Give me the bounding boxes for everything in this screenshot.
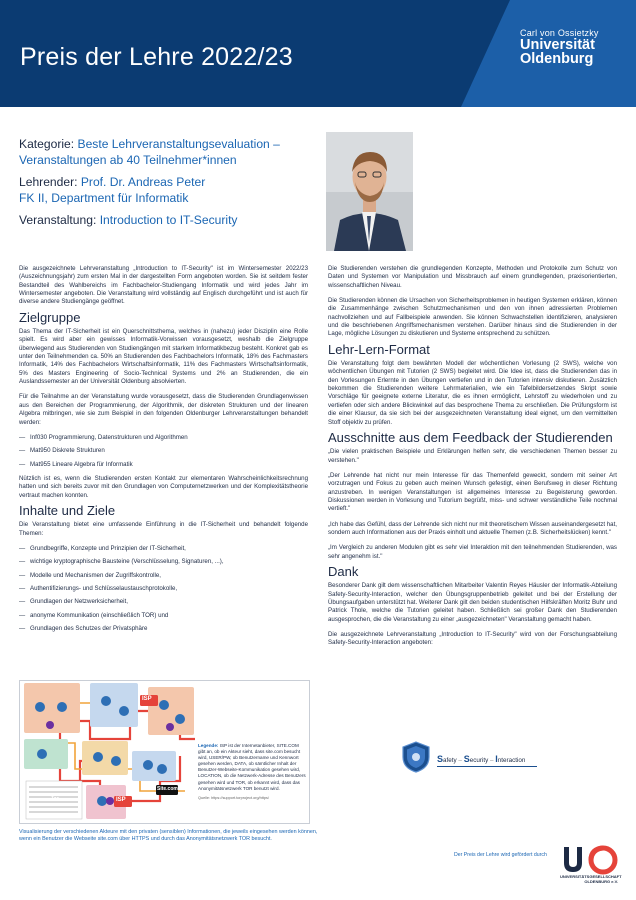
diagram-legend — [198, 743, 306, 801]
zielgruppe-paragraph-3: Nützlich ist es, wenn die Studierenden ersten Kontakt zur elementaren Wahrscheinlichkeitsrechnung hatten und sich bereits zuvor mit den Grundlagen von Computernetzwerken und der Komplexitätstheorie vertraut machen konnten. — [19, 474, 308, 499]
category-block — [19, 137, 319, 168]
ssi-logo — [399, 738, 539, 778]
thanks-paragraph-1: Besonderer Dank gilt dem wissenschaftlichen Mitarbeiter Valentin Reyes Häusler der Informatik-Abteilung Safety-Security-Interaction, welcher den Übungsgruppenbetrieb geleitet und bei der Erstellung der Übungsaufgaben unterstützt hat. Weiterer Dank gilt den beiden studentischen Hilfskräften Moritz Buhr und Patrick Thole, welche die Tutorien geleitet haben. Schließlich sei großer Dank den Studierenden ausgesprochen, die die Veranstaltung zu einer „ausgezeichneten" Veranstaltung gemacht haben. — [328, 582, 617, 623]
university-logo — [520, 28, 616, 66]
heading-inhalte: Inhalte und Ziele — [19, 502, 116, 518]
category-value: Beste Lehrveranstaltungsevaluation – Veranstaltungen ab 40 Teilnehmer*innen — [19, 137, 280, 167]
category-label: Kategorie: — [19, 137, 78, 151]
department-value: FK II, Department für Informatik — [19, 190, 189, 205]
list-item: — Mat950 Diskrete Strukturen — [19, 447, 308, 455]
feedback-quote-1: „Die vielen praktischen Beispiele und Erklärungen helfen sehr, die verschiedenen Themen besser zu verstehen." — [328, 448, 617, 464]
zielgruppe-paragraph-2: Für die Teilnahme an der Veranstaltung wurde vorausgesetzt, dass die Studierenden Grundlagenwissen aus den Bereichen der Programmierung, der Algorithmik, der diskreten Strukturen und der linearen Algebra mitbringen, wie sie zum Beispiel in den folgenden Oldenburger Lehrveranstaltungen behandelt werden: — [19, 393, 308, 426]
tor-https-diagram — [19, 680, 310, 824]
heading-zielgruppe: Zielgruppe — [19, 309, 81, 325]
goals-paragraph-1: Die Studierenden verstehen die grundlegenden Konzepte, Methoden und Protokolle zum Schutz von Daten und Systemen vor Manipulation und Missbrauch auf einem grundlegenden, praxisorientierten, wissenschaftlichen Niveau. — [328, 265, 617, 289]
list-item: — Modelle und Mechanismen der Zugriffskontrolle, — [19, 572, 308, 580]
legend-title: Legende: — [198, 743, 219, 748]
goals-paragraph-2: Die Studierenden können die Ursachen von Sicherheitsproblemen in heutigen Systemen erklären, können die Zusammenhänge zwischen Schutzmechanismen und den von ihnen adressierten Problemen nachvollziehen und auf Fallbeispiele anwenden. Sie können Schwachstellen identifizieren, analysieren und die beschriebenen Angriffsmechanismen verstehen. Darüber hinaus sind die Studierenden in der Lage, mögliche Lösungen zu diskutieren und Systeme entsprechend zu schützen. — [328, 297, 617, 338]
list-item: — wichtige kryptographische Bausteine (Verschlüsselung, Signaturen, ...), — [19, 558, 308, 566]
sponsor-note: Der Preis der Lehre wird gefördert durch — [454, 852, 547, 858]
ssi-letter-s: S — [437, 754, 444, 764]
legend-text: ISP ist der Internetanbieter, SITE.COM gibt an, ob ein Akteur sieht, dass site.com besucht wird, USER/PW, ob Benutzername und Kennwort gesehen werden, DATA, ob sämtlicher Inhalt der Benutzer-Webseite-Kommunikation gesehen wird, LOCATION, ob die Netzwerk-Adresse des Benutzers gesehen wird und TOR, ob erkannt wird, dass das Anonymitätsnetzwerk TOR benutzt wird. — [198, 743, 306, 791]
logo-line-1: Carl von Ossietzky — [520, 28, 599, 38]
list-item: — Authentifizierungs- und Schlüsselaustauschprotokolle, — [19, 585, 308, 593]
lecturer-block — [19, 175, 319, 206]
uol-sponsor-logo — [560, 845, 622, 891]
course-block — [19, 213, 319, 229]
course-label: Veranstaltung: — [19, 213, 100, 227]
intro-paragraph: Die ausgezeichnete Lehrveranstaltung „Introduction to IT-Security" ist im Wintersemester 2022/23 (Auszeichnungsjahr) zum ersten Mal in der dargestellten Form angeboten worden. Sie ist seitdem fester Bestandteil des Wahlbereichs im Fachbachelor-Studiengang Informatik und wird jedes Jahr im Wintersemester angeboten. Die Veranstaltung wird vollständig auf Englisch durchgeführt und ist auch für diverse andere Studiengänge geöffnet. — [19, 265, 308, 306]
ssi-letter-s2: S — [463, 754, 470, 764]
tor-label: Tor — [51, 796, 59, 802]
list-item: — anonyme Kommunikation (einschließlich TOR) und — [19, 612, 308, 620]
logo-line-3: Oldenburg — [520, 51, 594, 67]
feedback-quote-2: „Der Lehrende hat nicht nur mein Interesse für das Themenfeld geweckt, sondern mit seiner Art vorzutragen und Fokus zu geben auch meinen Wunsch gefestigt, einen Berufsweg in dieser Richtung anzustreben. In wenigen Veranstaltungen ist allgemeines Interesse zu Begeisterung geworden. Diskussionen werden in Vorlesung und Tutorium begrüßt, miss- und schwer verständliche Teile nochmal vertieft." — [328, 471, 617, 513]
list-item: — Grundlagen des Schutzes der Privatsphäre — [19, 625, 308, 633]
thanks-paragraph-2: Die ausgezeichnete Lehrveranstaltung „Introduction to IT-Security" wird von der Forschungsabteilung Safety-Security-Interaction angeboten: — [328, 631, 617, 647]
left-column — [19, 265, 308, 639]
right-column — [328, 265, 617, 655]
feedback-quote-3: „Ich habe das Gefühl, dass der Lehrende sich nicht nur mit theoretischem Wissen auseinandergesetzt hat, sondern auch Informationen aus der Praxis einholt und aktuelle Themen (z.B. Sicherheitslücken) kennt." — [328, 520, 617, 536]
course-value: Introduction to IT-Security — [99, 213, 238, 227]
feedback-quote-4: „Im Vergleich zu anderen Modulen gibt es sehr viel Interaktion mit den teilnehmenden Studierenden, was sehr angenehm ist." — [328, 544, 617, 560]
heading-lehr-lern-format: Lehr-Lern-Format — [328, 341, 430, 357]
lecturer-label: Lehrender: — [19, 175, 81, 189]
legend-source: Quelle: https://support.torproject.org/https/ — [198, 795, 269, 800]
ssi-letter-i: I — [495, 754, 498, 764]
module-list — [19, 434, 308, 469]
ssi-word-security: ecurity — [469, 757, 489, 764]
list-item: — Grundbegriffe, Konzepte und Prinzipien der IT-Sicherheit, — [19, 545, 308, 553]
ssi-wordmark: Safety – Security – Interaction — [437, 754, 526, 764]
isp-label-bottom: ISP — [116, 797, 126, 803]
list-item: — Grundlagen der Netzwerksicherheit, — [19, 598, 308, 606]
list-item: — Mat955 Lineare Algebra für Informatik — [19, 461, 308, 469]
diagram-caption: Visualisierung der verschiedenen Akteure mit den privaten (sensiblen) Informationen, die jeweils eingesehen werden können, wenn ein Benutzer die Webseite site.com über HTTPS und durch das Anonymitätsnetzwerk TOR besucht. — [19, 829, 318, 842]
page-header — [0, 0, 636, 107]
isp-label-top: ISP — [142, 696, 152, 702]
topic-list — [19, 545, 308, 633]
heading-dank: Dank — [328, 563, 359, 579]
list-item: — Inf030 Programmierung, Datenstrukturen und Algorithmen — [19, 434, 308, 442]
logo-line-2: Universität — [520, 37, 595, 53]
ssi-word-interaction: nteraction — [497, 757, 526, 764]
zielgruppe-paragraph-1: Das Thema der IT-Sicherheit ist ein Querschnittsthema, welches in (nahezu) jeder Disziplin eine Rolle spielt. Es wird aber ein gewisses Informatik-Vorwissen vorausgesetzt, weshalb die Zielgruppe überwiegend aus Studierenden von Studiengängen mit starkem Informatikbezug besteht. Konkret gab es unter den Teilnehmenden ca. 50% an Studierenden des Fachbachelors Informatik, 18% des Fachmasters Informatik, 14% des Fachbachelors Wirtschaftsinformatik, 11% des Fachmasters Wirtschaftsinformatik, 5% des Masters Engineering of Socio-Technical Systems und 2% an Studierenden, die ein Auslandssemester an der Universität Oldenburg absolvierten. — [19, 328, 308, 386]
lecturer-photo — [326, 132, 413, 251]
award-meta — [19, 137, 319, 236]
page-title: Preis der Lehre 2022/23 — [20, 43, 293, 71]
heading-feedback: Ausschnitte aus dem Feedback der Studierenden — [328, 429, 613, 445]
lecturer-value: Prof. Dr. Andreas Peter — [80, 175, 206, 189]
inhalte-paragraph: Die Veranstaltung bietet eine umfassende Einführung in die IT-Sicherheit und behandelt folgende Themen: — [19, 521, 308, 537]
uol-sponsor-text: UNIVERSITÄTSGESELLSCHAFT OLDENBURG e.V. — [560, 874, 622, 884]
ssi-word-safety: afety — [443, 757, 457, 764]
format-paragraph: Die Veranstaltung folgt dem bewährten Modell der wöchentlichen Vorlesung (2 SWS), welche von wöchentlichen Übungen mit Tutorien (2 SWS) begleitet wird. Die Idee ist, dass die Studierenden das in den Vorlesungen Erlernte in den Übungen vertiefen und in den Tutorien intensiv diskutieren. Zusätzlich bekommen die Studierenden weitere Lehrmaterialien, wie ein Tafelbildersetzendes Skript sowie Vorschläge für geeignete externe Literatur, die es ihnen ermöglicht, Lehrstoff zu wiederholen und zu vertiefen oder sich andere Blickwinkel auf das besprochene Thema zu erschließen. Die Prüfungsform ist die einer Klausur, da sie sich bei der ausgezeichneten Veranstaltung ideal eignet, um den vermittelten Stoff objektiv zu prüfen. — [328, 360, 617, 426]
site-label: Site.com — [157, 786, 178, 792]
